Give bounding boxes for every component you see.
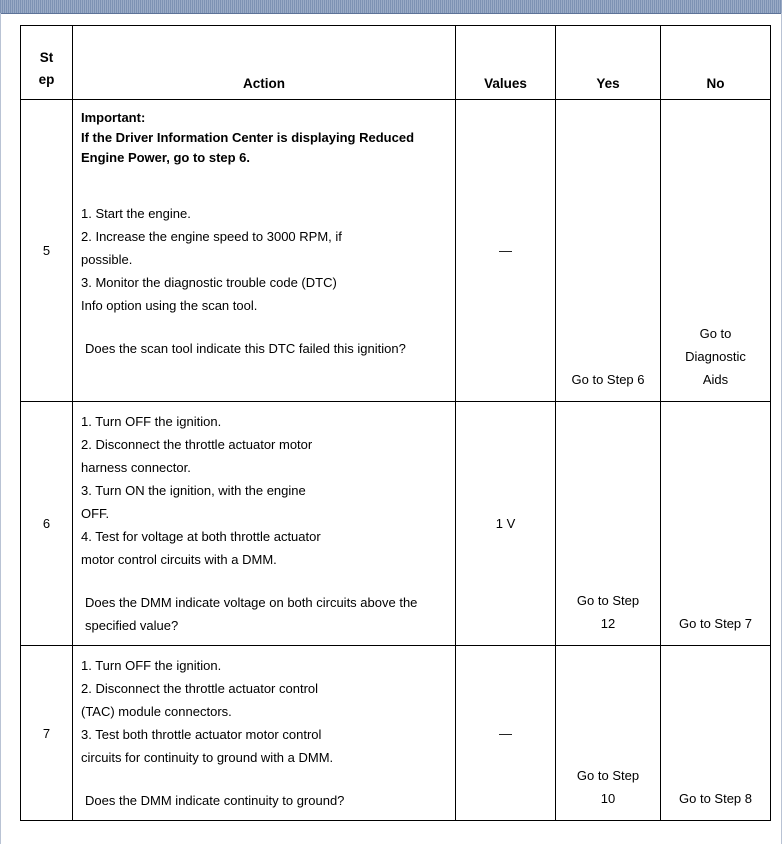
no-cell: Go to Step 8 [661, 646, 771, 821]
important-note [81, 108, 447, 168]
header-action: Action [73, 26, 456, 100]
action-line: circuits for continuity to ground with a DMM. [81, 750, 334, 765]
values-cell: 1 V [456, 402, 556, 646]
header-values: Values [456, 26, 556, 100]
action-line: possible. [81, 252, 133, 267]
yes-cell [556, 646, 661, 821]
action-line: Info option using the scan tool. [81, 298, 258, 313]
action-cell [73, 100, 456, 402]
values-cell: — [456, 646, 556, 821]
action-line: 1. Start the engine. [81, 206, 191, 221]
header-row [21, 26, 771, 100]
step-number: 6 [21, 402, 73, 646]
header-step [21, 26, 73, 100]
action-question: Does the DMM indicate voltage on both circuits above the specified value? [85, 595, 418, 633]
action-question: Does the scan tool indicate this DTC failed this ignition? [85, 341, 406, 356]
no-cell [661, 100, 771, 402]
step-number: 7 [21, 646, 73, 821]
yes-cell: Go to Step 6 [556, 100, 661, 402]
header-step-line2: ep [38, 72, 55, 87]
yes-cell-text: Go to Step 10 [576, 768, 640, 806]
header-step-line1: St [39, 50, 54, 65]
yes-cell [556, 402, 661, 646]
table-row-step-7 [21, 646, 771, 821]
top-decorative-band [0, 0, 782, 14]
action-line: harness connector. [81, 460, 191, 475]
action-line: (TAC) module connectors. [81, 704, 232, 719]
no-cell: Go to Step 7 [661, 402, 771, 646]
action-line: 2. Disconnect the throttle actuator control [81, 681, 319, 696]
table-row-step-5 [21, 100, 771, 402]
action-cell [73, 402, 456, 646]
action-line: 2. Disconnect the throttle actuator motor [81, 437, 313, 452]
action-line: 3. Turn ON the ignition, with the engine [81, 483, 306, 498]
step-number: 5 [21, 100, 73, 402]
table-row-step-6 [21, 402, 771, 646]
action-line: 3. Test both throttle actuator motor control [81, 727, 322, 742]
no-cell-text: Go to Diagnostic Aids [685, 326, 746, 387]
action-question: Does the DMM indicate continuity to ground? [85, 793, 345, 808]
header-no: No [661, 26, 771, 100]
action-line: motor control circuits with a DMM. [81, 552, 277, 567]
action-line: 3. Monitor the diagnostic trouble code (DTC) [81, 275, 337, 290]
action-line: 2. Increase the engine speed to 3000 RPM, if [81, 229, 342, 244]
action-line: OFF. [81, 506, 110, 521]
header-yes: Yes [556, 26, 661, 100]
important-title: Important: [81, 110, 146, 125]
diagnostic-steps-table [20, 25, 771, 821]
action-cell [73, 646, 456, 821]
important-text: If the Driver Information Center is displaying Reduced Engine Power, go to step 6. [81, 130, 415, 165]
yes-cell-text: Go to Step 12 [576, 593, 640, 631]
action-line: 1. Turn OFF the ignition. [81, 414, 222, 429]
action-line: 4. Test for voltage at both throttle actuator [81, 529, 321, 544]
action-line: 1. Turn OFF the ignition. [81, 658, 222, 673]
values-cell: — [456, 100, 556, 402]
